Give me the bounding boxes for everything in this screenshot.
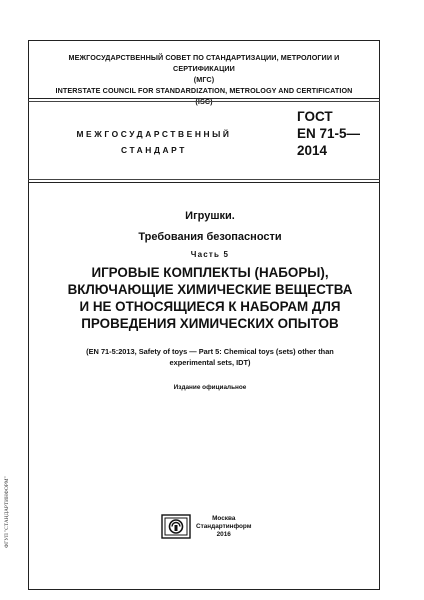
standard-type-label [64,126,244,158]
standard-type-line1: МЕЖГОСУДАРСТВЕННЫЙ [76,129,232,139]
gost-line2: EN 71-5— [297,126,361,141]
main-title-line1: ИГРОВЫЕ КОМПЛЕКТЫ (НАБОРЫ), [91,265,329,280]
main-title-line3: И НЕ ОТНОСЯЩИЕСЯ К НАБОРАМ ДЛЯ [79,299,341,314]
document-title-block [40,210,380,391]
council-abbr-en: (ISC) [195,97,213,106]
council-abbr-ru: (МГС) [193,75,215,84]
title-line1: Игрушки. [185,210,235,222]
standartinform-logo-icon [161,514,191,539]
main-title [40,264,380,332]
en-reference-line2: experimental sets, IDT) [169,358,251,367]
part-number: Часть 5 [190,250,230,259]
council-name-ru: МЕЖГОСУДАРСТВЕННЫЙ СОВЕТ ПО СТАНДАРТИЗАЦИИ, МЕТРОЛОГИИ И СЕРТИФИКАЦИИ [68,53,340,73]
side-watermark-note: ФГУП "СТАНДАРТИНФОРМ" [4,476,10,548]
publisher-year: 2016 [216,531,231,538]
title-line2: Требования безопасности [138,231,282,243]
en-reference-line1: (EN 71-5:2013, Safety of toys — Part 5: Chemical toys (sets) other than [86,347,334,356]
council-name-en: INTERSTATE COUNCIL FOR STANDARDIZATION, METROLOGY AND CERTIFICATION [55,86,353,95]
main-title-line2: ВКЛЮЧАЮЩИЕ ХИМИЧЕСКИЕ ВЕЩЕСТВА [67,282,353,297]
publisher-imprint [196,515,251,539]
gost-line1: ГОСТ [297,109,333,124]
en-reference [40,346,380,368]
divider-top [28,98,380,99]
publisher-city: Москва [212,515,236,522]
edition-label: Издание официальное [173,384,247,391]
divider-middle [28,182,380,183]
gost-designation [297,108,360,159]
divider-top-thin [28,101,380,102]
main-title-line4: ПРОВЕДЕНИЯ ХИМИЧЕСКИХ ОПЫТОВ [81,316,339,331]
standard-type-line2: СТАНДАРТ [121,145,187,155]
gost-line3: 2014 [297,143,328,158]
publisher-name: Стандартинформ [196,523,252,530]
divider-middle-thin [28,179,380,180]
